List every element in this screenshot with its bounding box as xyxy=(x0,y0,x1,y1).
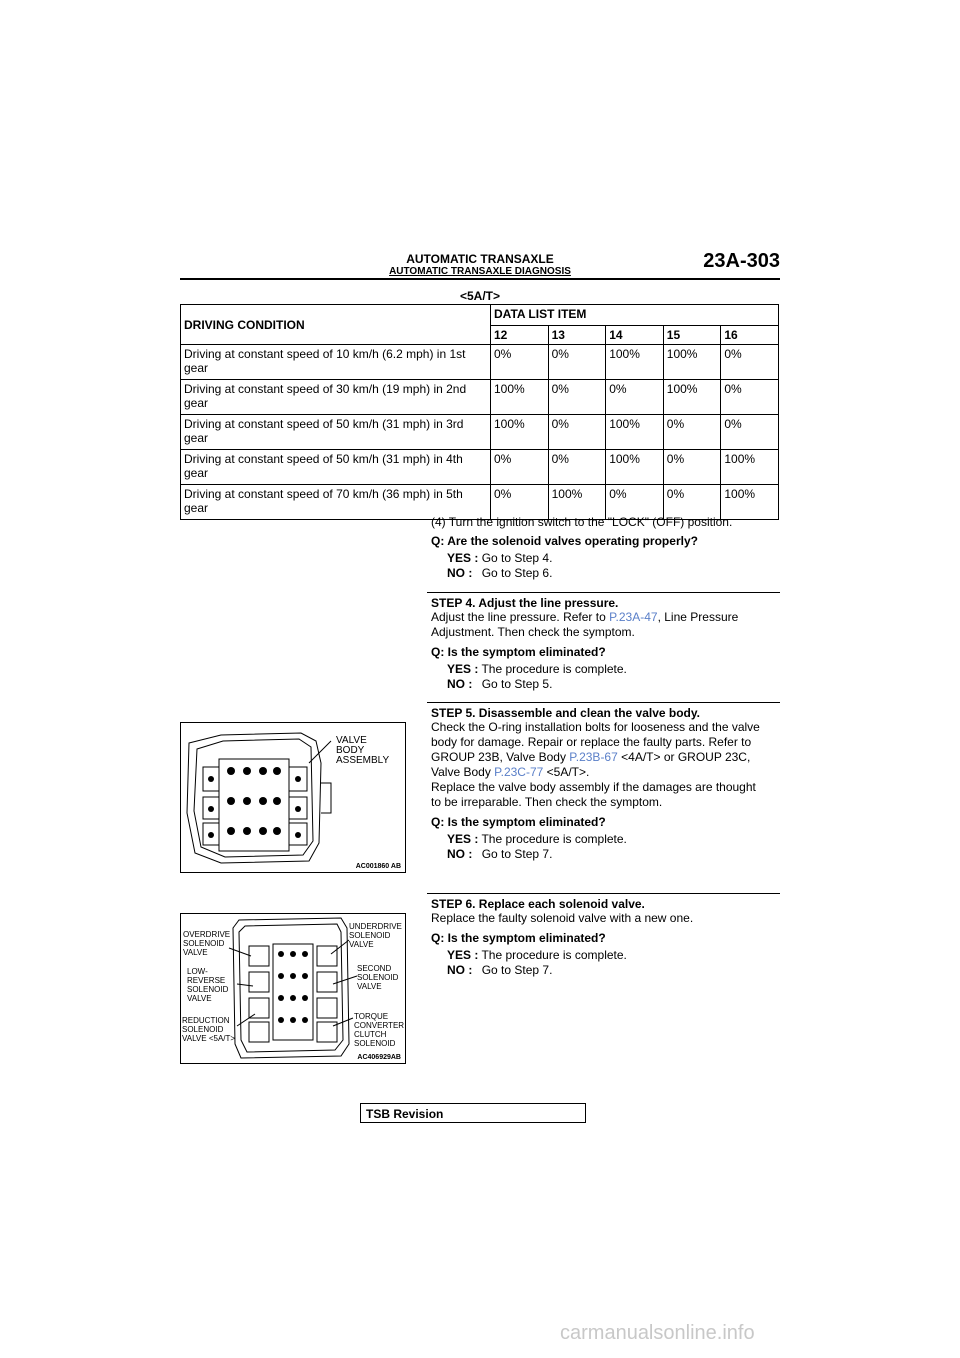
header-item: 13 xyxy=(548,326,606,345)
value-cell: 100% xyxy=(491,415,549,450)
low-reverse-label xyxy=(187,967,228,1003)
value-cell: 0% xyxy=(606,485,664,520)
header-item: 14 xyxy=(606,326,664,345)
step5-yes xyxy=(447,832,627,847)
header-item: 15 xyxy=(663,326,721,345)
label-line: BODY xyxy=(336,745,365,756)
value-cell: 0% xyxy=(721,345,779,380)
step5-title: STEP 5. Disassemble and clean the valve body. xyxy=(431,706,701,720)
value-cell: 0% xyxy=(491,345,549,380)
step4-text-part: Adjust the line pressure. Refer to xyxy=(431,610,610,624)
label-line: CLUTCH xyxy=(354,1030,387,1039)
table-row xyxy=(181,450,779,485)
condition-cell: Driving at constant speed of 50 km/h (31 mph) in 4th gear xyxy=(181,450,491,485)
step6-no xyxy=(447,963,552,978)
valve-body-figure xyxy=(180,722,406,873)
header-data-list-item: DATA LIST ITEM xyxy=(491,305,779,326)
step4-ref-link[interactable]: P.23A-47 xyxy=(609,610,658,624)
value-cell: 100% xyxy=(606,345,664,380)
value-cell: 100% xyxy=(548,485,606,520)
step5-line: to be irreparable. Then check the symptom. xyxy=(431,795,663,809)
value-cell: 100% xyxy=(491,380,549,415)
table-row xyxy=(181,345,779,380)
value-cell: 0% xyxy=(491,485,549,520)
valve-body-label xyxy=(336,736,389,766)
condition-cell: Driving at constant speed of 10 km/h (6.2 mph) in 1st gear xyxy=(181,345,491,380)
step3-question: Q: Are the solenoid valves operating properly? xyxy=(431,534,698,548)
step4-text-line: Adjustment. Then check the symptom. xyxy=(431,625,635,639)
no-label: NO : xyxy=(447,566,473,580)
condition-cell: Driving at constant speed of 30 km/h (19 mph) in 2nd gear xyxy=(181,380,491,415)
label-line: LOW- xyxy=(187,967,208,976)
step-divider xyxy=(427,592,780,593)
label-line: REVERSE xyxy=(187,976,226,985)
step5-text-part: GROUP 23B, Valve Body xyxy=(431,750,570,764)
value-cell: 0% xyxy=(721,415,779,450)
step5-no xyxy=(447,847,552,862)
figure-code: AC001860 AB xyxy=(355,863,401,870)
value-cell: 0% xyxy=(721,380,779,415)
step4-text xyxy=(431,610,738,625)
figure-code: AC406929AB xyxy=(357,1054,401,1061)
table-row xyxy=(181,415,779,450)
label-line: SOLENOID xyxy=(187,985,229,994)
underdrive-label xyxy=(349,922,402,949)
section-title: AUTOMATIC TRANSAXLE xyxy=(406,252,554,266)
step5-text-part: <5A/T>. xyxy=(543,765,590,779)
no-label: NO : xyxy=(447,847,473,861)
step5-line: body for damage. Repair or replace the faulty parts. Refer to xyxy=(431,735,752,749)
value-cell: 100% xyxy=(721,485,779,520)
step-divider xyxy=(427,893,780,894)
header-rule xyxy=(180,278,780,280)
no-text: Go to Step 6. xyxy=(481,566,553,580)
no-text: Go to Step 7. xyxy=(481,963,553,977)
step6-title: STEP 6. Replace each solenoid valve. xyxy=(431,897,645,911)
yes-text: Go to Step 4. xyxy=(481,551,553,565)
label-line: TORQUE xyxy=(354,1012,389,1021)
step3-yes xyxy=(447,551,552,566)
step6-yes xyxy=(447,948,627,963)
yes-text: The procedure is complete. xyxy=(481,948,627,962)
value-cell: 0% xyxy=(663,450,721,485)
step5-question: Q: Is the symptom eliminated? xyxy=(431,815,606,829)
label-line: SOLENOID xyxy=(354,1039,396,1048)
no-text: Go to Step 7. xyxy=(481,847,553,861)
value-cell: 0% xyxy=(548,380,606,415)
label-line: SOLENOID xyxy=(349,931,391,940)
label-line: VALVE xyxy=(349,940,374,949)
label-line: REDUCTION xyxy=(182,1016,230,1025)
value-cell: 100% xyxy=(721,450,779,485)
no-label: NO : xyxy=(447,963,473,977)
second-label xyxy=(357,964,398,991)
step4-title: STEP 4. Adjust the line pressure. xyxy=(431,596,619,610)
solenoid-valves-figure xyxy=(180,913,406,1064)
watermark: carmanualsonline.info xyxy=(560,1322,755,1344)
value-cell: 0% xyxy=(548,415,606,450)
value-cell: 0% xyxy=(548,345,606,380)
header-driving-condition: DRIVING CONDITION xyxy=(181,305,491,345)
value-cell: 0% xyxy=(606,380,664,415)
data-list-table xyxy=(180,304,779,520)
table-row xyxy=(181,380,779,415)
step5-ref-link-23c[interactable]: P.23C-77 xyxy=(494,765,544,779)
table-caption: <5A/T> xyxy=(459,289,501,303)
step6-question: Q: Is the symptom eliminated? xyxy=(431,931,606,945)
label-line: VALVE xyxy=(357,982,382,991)
value-cell: 100% xyxy=(663,380,721,415)
condition-cell: Driving at constant speed of 50 km/h (31 mph) in 3rd gear xyxy=(181,415,491,450)
value-cell: 100% xyxy=(606,450,664,485)
step5-line: Replace the valve body assembly if the damages are thought xyxy=(431,780,756,794)
value-cell: 0% xyxy=(548,450,606,485)
label-line: ASSEMBLY xyxy=(336,755,390,766)
label-line: CONVERTER xyxy=(354,1021,405,1030)
value-cell: 100% xyxy=(663,345,721,380)
value-cell: 0% xyxy=(663,485,721,520)
overdrive-label xyxy=(183,930,230,957)
label-line: SECOND xyxy=(357,964,392,973)
label-line: VALVE xyxy=(183,948,208,957)
step5-ref-link-23b[interactable]: P.23B-67 xyxy=(569,750,618,764)
value-cell: 0% xyxy=(491,450,549,485)
label-line: SOLENOID xyxy=(182,1025,224,1034)
reduction-label xyxy=(182,1016,235,1043)
step4-no xyxy=(447,677,552,692)
label-line: SOLENOID xyxy=(183,939,225,948)
header-item: 16 xyxy=(721,326,779,345)
no-label: NO : xyxy=(447,677,473,691)
condition-cell: Driving at constant speed of 70 km/h (36 mph) in 5th gear xyxy=(181,485,491,520)
step3-no xyxy=(447,566,552,581)
header-item: 12 xyxy=(491,326,549,345)
value-cell: 0% xyxy=(663,415,721,450)
yes-label: YES : xyxy=(447,662,479,676)
tsb-revision-box: TSB Revision xyxy=(360,1103,586,1123)
step5-text-part: Valve Body xyxy=(431,765,495,779)
section-subtitle: AUTOMATIC TRANSAXLE DIAGNOSIS xyxy=(389,266,571,277)
yes-label: YES : xyxy=(447,832,479,846)
page-number: 23A-303 xyxy=(703,250,780,272)
step3-instruction: (4) Turn the ignition switch to the "LOCK" (OFF) position. xyxy=(431,515,733,529)
yes-label: YES : xyxy=(447,551,479,565)
yes-label: YES : xyxy=(447,948,479,962)
step4-question: Q: Is the symptom eliminated? xyxy=(431,645,606,659)
label-line: SOLENOID xyxy=(357,973,399,982)
step-divider xyxy=(427,702,780,703)
yes-text: The procedure is complete. xyxy=(481,662,627,676)
no-text: Go to Step 5. xyxy=(481,677,553,691)
step5-text-part: <4A/T> or GROUP 23C, xyxy=(617,750,751,764)
value-cell: 100% xyxy=(606,415,664,450)
label-line: OVERDRIVE xyxy=(183,930,231,939)
step5-line xyxy=(431,750,750,765)
label-line: VALVE <5A/T> xyxy=(182,1034,236,1043)
step5-line: Check the O-ring installation bolts for looseness and the valve xyxy=(431,720,760,734)
label-line: VALVE xyxy=(336,735,367,746)
yes-text: The procedure is complete. xyxy=(481,832,627,846)
step4-text-part: , Line Pressure xyxy=(657,610,739,624)
step6-text: Replace the faulty solenoid valve with a new one. xyxy=(431,911,694,925)
torque-converter-label xyxy=(354,1012,404,1048)
label-line: VALVE xyxy=(187,994,212,1003)
step4-yes xyxy=(447,662,627,677)
step5-line xyxy=(431,765,589,780)
label-line: UNDERDRIVE xyxy=(349,922,402,931)
